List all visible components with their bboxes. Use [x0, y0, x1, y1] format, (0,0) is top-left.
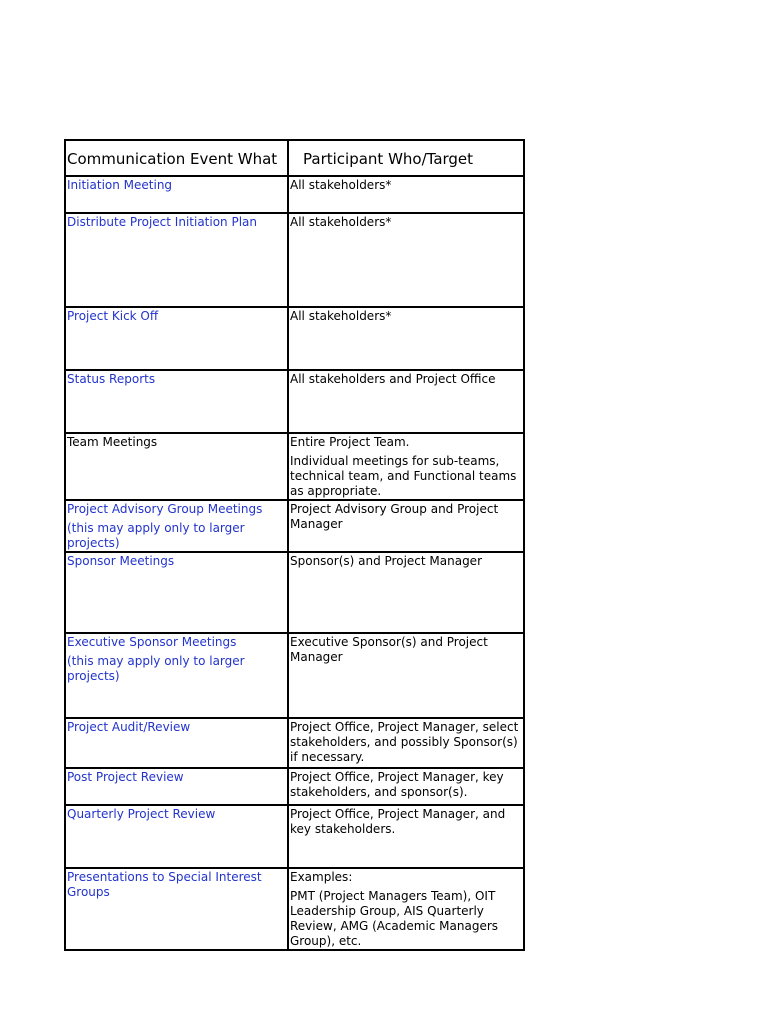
event-cell [65, 500, 288, 552]
event-cell [65, 433, 288, 500]
table-row [65, 500, 524, 552]
participant-text: PMT (Project Managers Team), OIT Leadership Group, AIS Quarterly Review, AMG (Academic Managers Group), etc. [290, 889, 499, 948]
participant-cell [288, 868, 524, 950]
event-cell [65, 805, 288, 868]
table-row [65, 552, 524, 633]
table-row [65, 433, 524, 500]
table-row [65, 805, 524, 868]
participant-text: All stakeholders and Project Office [290, 372, 496, 386]
event-label: Team Meetings [67, 435, 158, 449]
participant-text: Examples: [290, 870, 353, 884]
event-cell [65, 176, 288, 213]
table-row [65, 307, 524, 370]
event-cell [65, 868, 288, 950]
event-link[interactable]: Post Project Review [67, 770, 184, 784]
event-link[interactable]: Sponsor Meetings [67, 554, 175, 568]
event-cell [65, 768, 288, 805]
event-cell [65, 370, 288, 433]
participant-text: All stakeholders* [290, 309, 392, 323]
participant-cell [288, 805, 524, 868]
participant-cell [288, 552, 524, 633]
header-row [65, 140, 524, 176]
participant-cell [288, 213, 524, 307]
participant-text: Entire Project Team. [290, 435, 410, 449]
table-row [65, 213, 524, 307]
participant-cell [288, 718, 524, 768]
participant-text: Individual meetings for sub-teams, technical team, and Functional teams as appropriate. [290, 454, 517, 498]
event-cell [65, 718, 288, 768]
event-link[interactable]: Project Kick Off [67, 309, 159, 323]
table-row [65, 718, 524, 768]
participant-cell [288, 176, 524, 213]
participant-text: Project Office, Project Manager, and key stakeholders. [290, 807, 506, 836]
participant-text: Sponsor(s) and Project Manager [290, 554, 482, 568]
event-link[interactable]: Status Reports [67, 372, 156, 386]
table-row [65, 868, 524, 950]
event-link[interactable]: Project Advisory Group Meetings [67, 502, 263, 516]
participant-cell [288, 433, 524, 500]
participant-cell [288, 633, 524, 718]
event-link[interactable]: Presentations to Special Interest Groups [67, 870, 262, 899]
event-link[interactable]: Initiation Meeting [67, 178, 173, 192]
event-note: (this may apply only to larger projects) [67, 521, 245, 550]
table-body [65, 176, 524, 950]
event-link[interactable]: Distribute Project Initiation Plan [67, 215, 257, 229]
event-link[interactable]: Executive Sponsor Meetings [67, 635, 237, 649]
participant-text: Project Office, Project Manager, key stakeholders, and sponsor(s). [290, 770, 504, 799]
participant-text: Executive Sponsor(s) and Project Manager [290, 635, 488, 664]
participant-cell [288, 370, 524, 433]
participant-text: All stakeholders* [290, 178, 392, 192]
participant-text: Project Office, Project Manager, select stakeholders, and possibly Sponsor(s) if necessary. [290, 720, 519, 764]
event-cell [65, 213, 288, 307]
participant-text: Project Advisory Group and Project Manager [290, 502, 499, 531]
header-participant: Participant Who/Target [288, 140, 524, 176]
event-cell [65, 307, 288, 370]
event-link[interactable]: Project Audit/Review [67, 720, 191, 734]
event-link[interactable]: Quarterly Project Review [67, 807, 216, 821]
participant-cell [288, 307, 524, 370]
header-event: Communication Event What [65, 140, 288, 176]
participant-cell [288, 768, 524, 805]
table-row [65, 176, 524, 213]
event-cell [65, 633, 288, 718]
table-row [65, 370, 524, 433]
communication-table [64, 139, 525, 951]
table-row [65, 633, 524, 718]
table-header [65, 140, 524, 176]
participant-cell [288, 500, 524, 552]
event-cell [65, 552, 288, 633]
table-row [65, 768, 524, 805]
event-note: (this may apply only to larger projects) [67, 654, 245, 683]
participant-text: All stakeholders* [290, 215, 392, 229]
